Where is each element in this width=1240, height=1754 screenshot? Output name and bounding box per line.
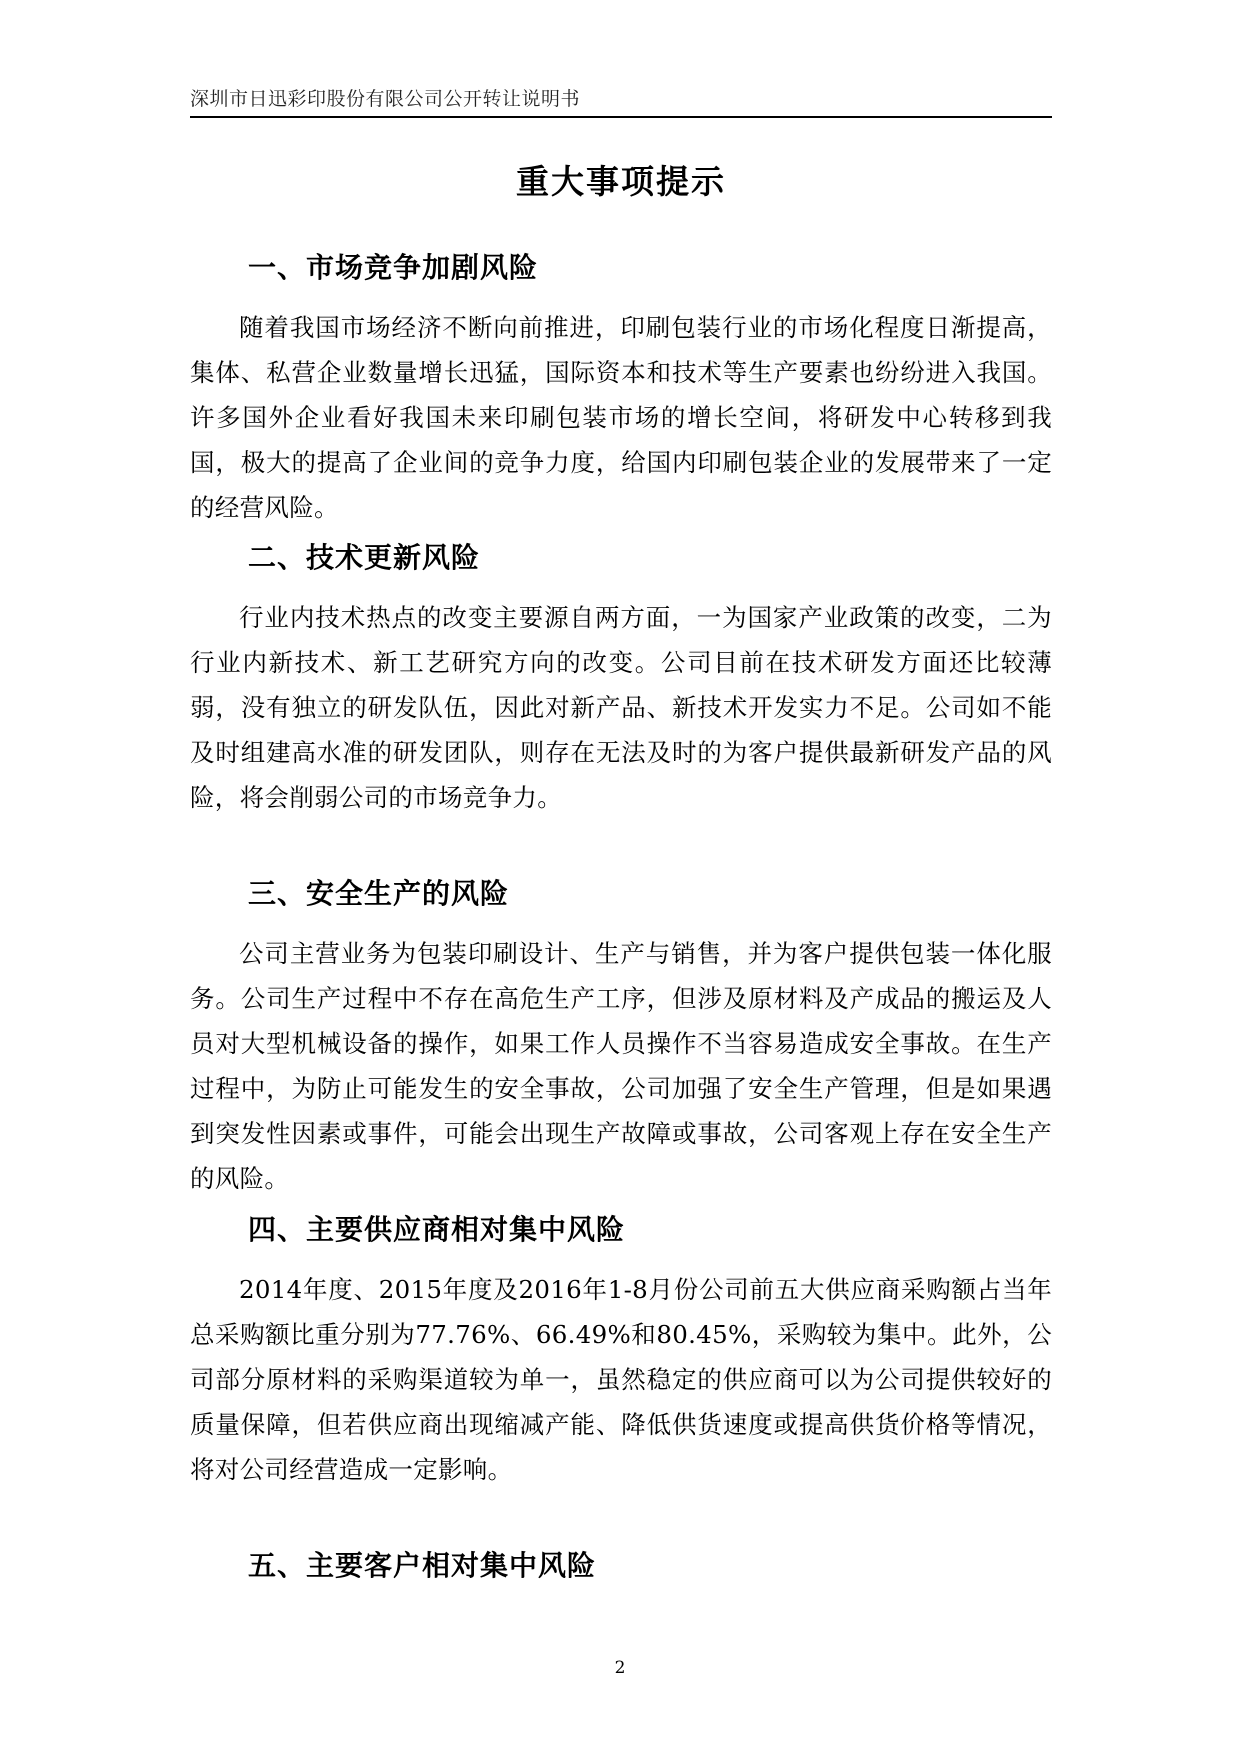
page-title: 重大事项提示 (516, 162, 726, 201)
section-heading-supplier-concentration: 四、主要供应商相对集中风险 (248, 1213, 626, 1246)
page-number: 2 (614, 1658, 626, 1678)
section-heading-customer-concentration: 五、主要客户相对集中风险 (248, 1549, 597, 1582)
section-body-production-safety: 公司主营业务为包装印刷设计、生产与销售，并为客户提供包装一体化服务。公司生产过程中不存在高危生产工序，但涉及原材料及产成品的搬运及人员对大型机械设备的操作，如果工作人员操作不当容易造成安全事故。在生产过程中，为防止可能发生的安全事故，公司加强了安全生产管理，但是如果遇到突发性因素或事件，可能会出现生产故障或事故，公司客观上存在安全生产的风险。 (190, 939, 1052, 1193)
section-heading-production-safety: 三、安全生产的风险 (248, 877, 510, 910)
section-body-supplier-concentration: 2014年度、2015年度及2016年1-8月份公司前五大供应商采购额占当年总采购额比重分别为77.76%、66.49%和80.45%，采购较为集中。此外，公司部分原材料的采购渠道较为单一，虽然稳定的供应商可以为公司提供较好的质量保障，但若供应商出现缩减产能、降低供货速度或提高供货价格等情况，将对公司经营造成一定影响。 (190, 1275, 1052, 1484)
page-header: 深圳市日迅彩印股份有限公司公开转让说明书 (190, 86, 1052, 118)
section-body-technology-update: 行业内技术热点的改变主要源自两方面，一为国家产业政策的改变，二为行业内新技术、新工艺研究方向的改变。公司目前在技术研发方面还比较薄弱，没有独立的研发队伍，因此对新产品、新技术开发实力不足。公司如不能及时组建高水准的研发团队，则存在无法及时的为客户提供最新研发产品的风险，将会削弱公司的市场竞争力。 (190, 603, 1052, 812)
section-body-market-competition: 随着我国市场经济不断向前推进，印刷包装行业的市场化程度日渐提高，集体、私营企业数量增长迅猛，国际资本和技术等生产要素也纷纷进入我国。许多国外企业看好我国未来印刷包装市场的增长空间，将研发中心转移到我国，极大的提高了企业间的竞争力度，给国内印刷包装企业的发展带来了一定的经营风险。 (190, 313, 1052, 522)
section-heading-market-competition: 一、市场竞争加剧风险 (248, 251, 539, 284)
section-heading-technology-update: 二、技术更新风险 (248, 541, 481, 574)
